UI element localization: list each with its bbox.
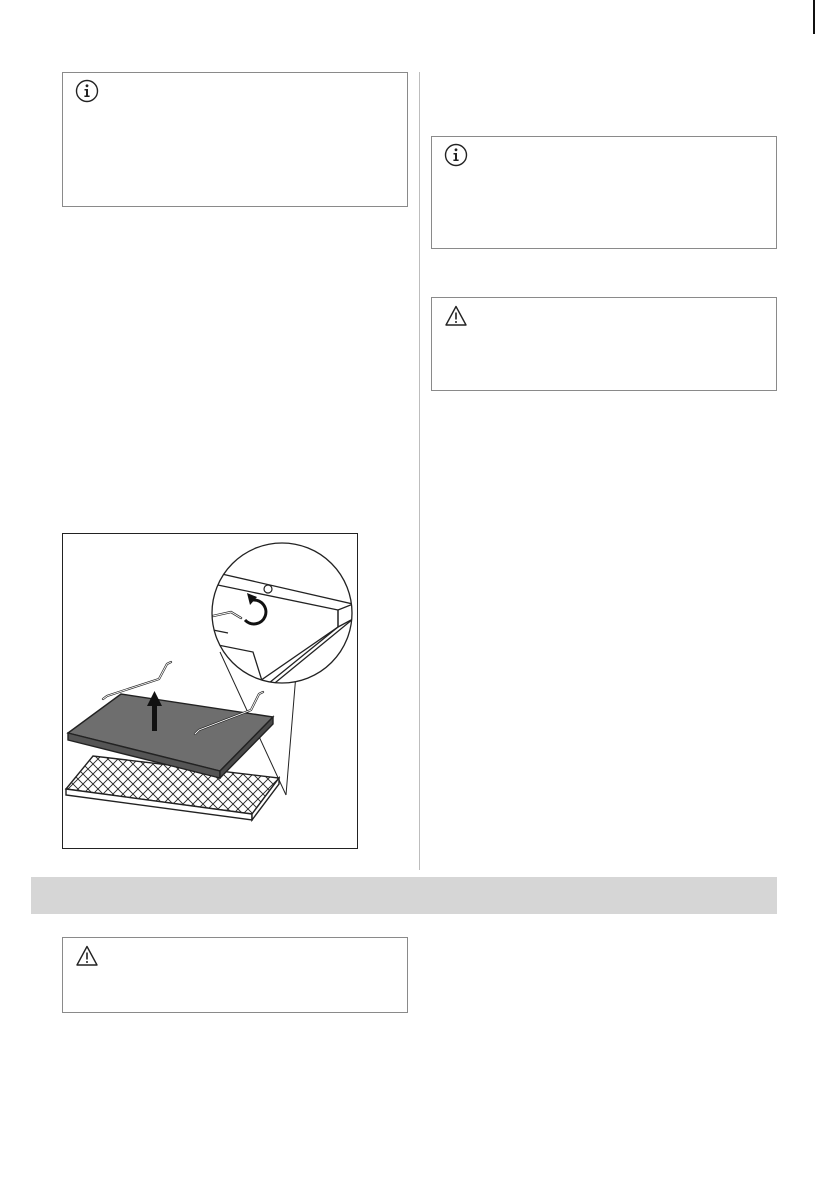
wire-clip bbox=[103, 662, 171, 699]
filter-removal-figure bbox=[62, 533, 358, 849]
filter-illustration bbox=[63, 534, 357, 848]
warning-note-bottom bbox=[62, 937, 408, 1013]
crop-mark bbox=[813, 0, 815, 34]
column-divider bbox=[419, 72, 420, 870]
warning-icon bbox=[75, 944, 99, 968]
warning-note-right bbox=[431, 297, 777, 391]
info-note-left bbox=[62, 72, 408, 207]
info-icon bbox=[75, 79, 99, 103]
section-heading-band bbox=[31, 877, 777, 914]
info-note-right bbox=[431, 136, 777, 249]
zoom-connector bbox=[286, 674, 296, 795]
zoom-detail bbox=[212, 543, 353, 696]
warning-icon bbox=[444, 304, 468, 328]
info-icon bbox=[444, 143, 468, 167]
